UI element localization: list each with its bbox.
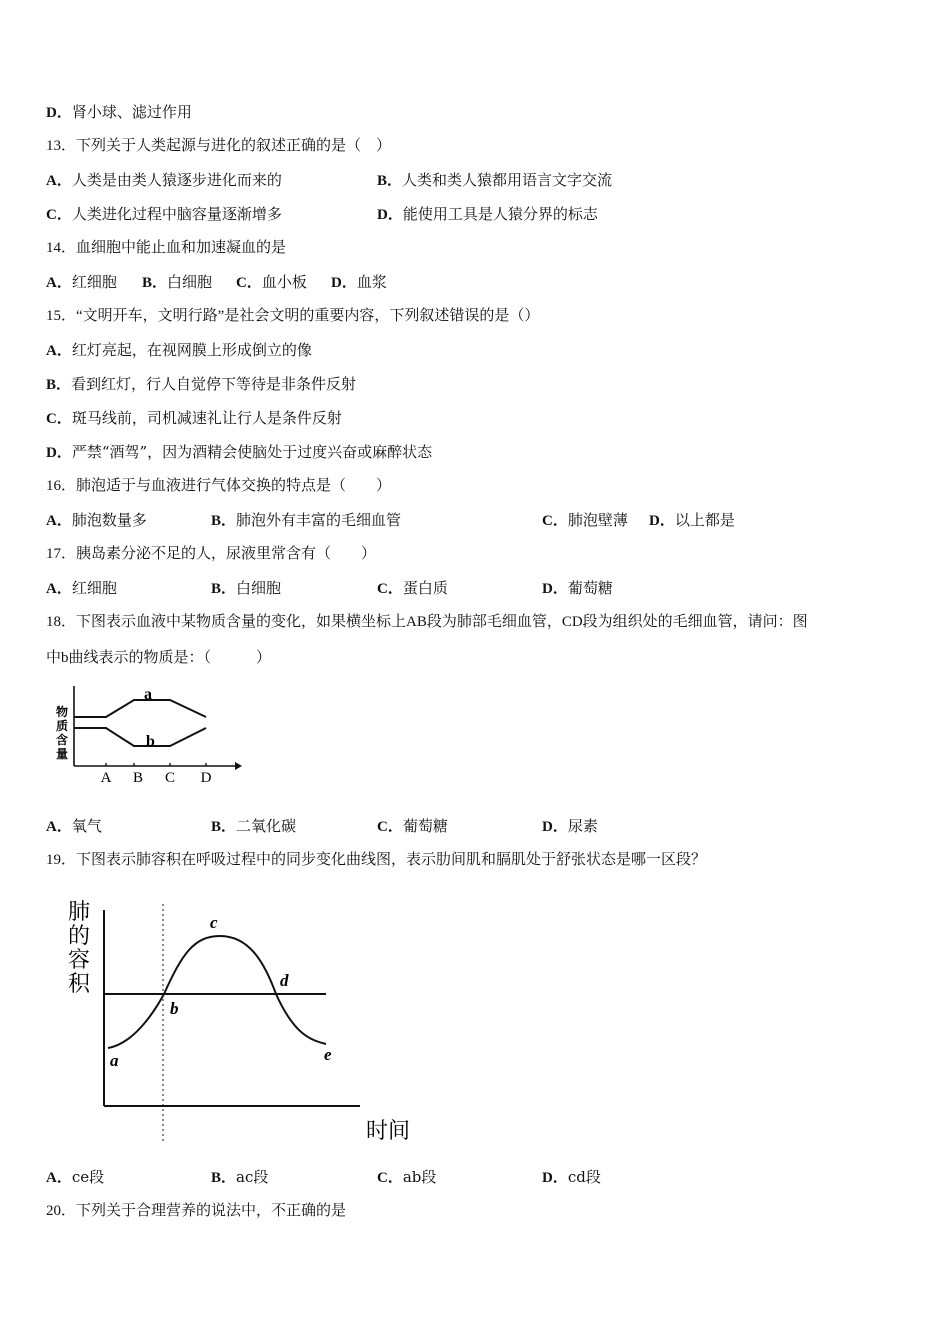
q16-option-b: B．肺泡外有丰富的毛细血管: [211, 511, 402, 529]
q19-lung-volume-figure: [60, 894, 420, 1148]
q19-point-a: a: [110, 1051, 119, 1070]
q13-option-a: A．人类是由类人猿逐步进化而来的: [46, 171, 282, 189]
q18-label-a: a: [144, 686, 152, 703]
q18-tick-label: C: [164, 770, 176, 786]
q13-stem: 13．下列关于人类起源与进化的叙述正确的是（ ）: [46, 138, 392, 154]
q18-curve-a: [74, 700, 206, 717]
q19-ylabel-char: 的: [68, 923, 91, 948]
q16-option-c: C．肺泡壁薄: [542, 511, 628, 529]
q14-option-c: C．血小板: [236, 273, 307, 291]
q13-option-d: D．能使用工具是人猿分界的标志: [377, 205, 598, 223]
q17-stem: 17．胰岛素分泌不足的人，尿液里常含有（ ）: [46, 546, 377, 562]
q20-stem: 20．下列关于合理营养的说法中，不正确的是: [46, 1203, 347, 1219]
q15-option-b: B．看到红灯，行人自觉停下等待是非条件反射: [46, 375, 357, 393]
q19-ylabel-char: 肺: [68, 899, 91, 924]
q18-tick-label: B: [132, 770, 144, 786]
q19-point-b: b: [170, 999, 179, 1018]
q18-x-arrow: [235, 762, 242, 770]
q17-option-b: B．白细胞: [211, 579, 282, 597]
q14-option-d: D．血浆: [331, 273, 387, 291]
q14-stem: 14．血细胞中能止血和加速凝血的是: [46, 240, 287, 256]
q19-volume-curve: [108, 936, 326, 1048]
q15-option-d: D．严禁“酒驾”，因为酒精会使脑处于过度兴奋或麻醉状态: [46, 443, 433, 461]
q18-label-b: b: [146, 733, 155, 750]
q18-stem-line1: 18．下图表示血液中某物质含量的变化，如果横坐标上AB段为肺部毛细血管，CD段为组织处的毛细血管，请问：图: [46, 614, 808, 630]
q19-stem: 19．下图表示肺容积在呼吸过程中的同步变化曲线图，表示肋间肌和膈肌处于舒张状态是哪一区段？: [46, 852, 707, 868]
q19-point-c: c: [210, 913, 218, 932]
q18-ylabel-char: 物: [56, 705, 69, 719]
q19-option-d: D．cd段: [542, 1168, 601, 1186]
q18-tick-label: A: [100, 770, 112, 786]
q19-point-d: d: [280, 971, 289, 990]
q13-option-b: B．人类和类人猿都用语言文字交流: [377, 171, 613, 189]
q18-tick-label: D: [200, 770, 212, 786]
q15-option-a: A．红灯亮起，在视网膜上形成倒立的像: [46, 341, 312, 359]
q18-stem-line2: 中b曲线表示的物质是：（ ）: [46, 650, 272, 666]
q19-option-a: A．ce段: [46, 1168, 105, 1186]
q15-option-c: C．斑马线前，司机减速礼让行人是条件反射: [46, 409, 342, 427]
q19-option-c: C．ab段: [377, 1168, 437, 1186]
q18-option-a: A．氧气: [46, 817, 102, 835]
q18-ylabel-char: 量: [56, 747, 69, 761]
q17-option-c: C．蛋白质: [377, 579, 448, 597]
q17-option-d: D．葡萄糖: [542, 579, 613, 597]
q12-option-d: D．肾小球、滤过作用: [46, 103, 192, 121]
q15-stem: 15．“文明开车，文明行路”是社会文明的重要内容，下列叙述错误的是（）: [46, 308, 540, 324]
q17-option-a: A．红细胞: [46, 579, 117, 597]
q18-curve-b: [74, 728, 206, 746]
q16-option-d: D．以上都是: [649, 511, 735, 529]
q18-option-b: B．二氧化碳: [211, 817, 297, 835]
q16-option-a: A．肺泡数量多: [46, 511, 147, 529]
q14-option-b: B．白细胞: [142, 273, 213, 291]
q18-ylabel-char: 含: [56, 733, 69, 747]
q14-option-a: A．红细胞: [46, 273, 117, 291]
q18-ylabel-char: 质: [56, 719, 69, 733]
q16-stem: 16．肺泡适于与血液进行气体交换的特点是（ ）: [46, 478, 392, 494]
q19-option-b: B．ac段: [211, 1168, 269, 1186]
q18-option-d: D．尿素: [542, 817, 598, 835]
q18-blood-substance-figure: [44, 680, 248, 788]
q19-xlabel: 时间: [366, 1118, 411, 1143]
q19-ylabel-char: 积: [68, 971, 91, 996]
q13-option-c: C．人类进化过程中脑容量逐渐增多: [46, 205, 282, 223]
q18-option-c: C．葡萄糖: [377, 817, 448, 835]
q19-ylabel-char: 容: [68, 947, 91, 972]
q19-point-e: e: [324, 1045, 332, 1064]
